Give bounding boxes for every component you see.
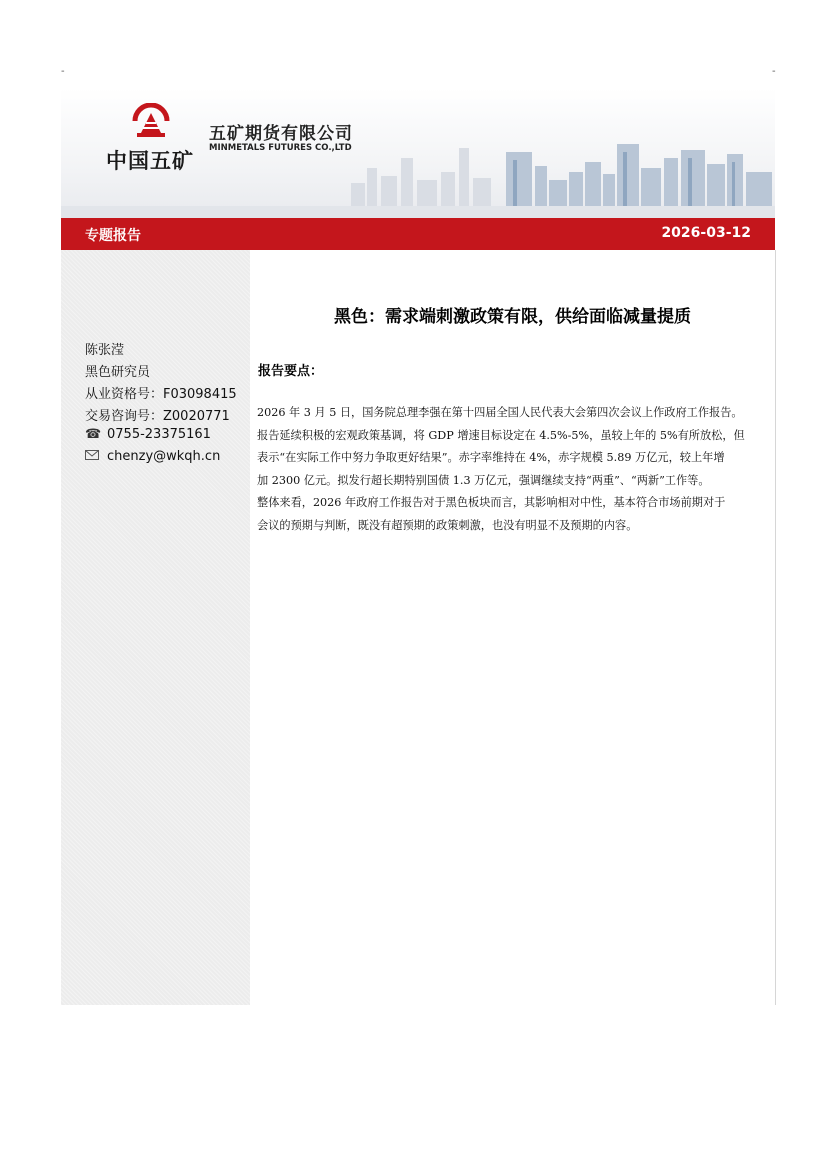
report-body xyxy=(250,250,776,1005)
report-title: 黑色：需求端刺激政策有限，供给面临减量提质 xyxy=(334,307,691,327)
analyst-phone xyxy=(85,427,211,442)
corner-mark-left: - xyxy=(61,66,65,77)
corner-mark-right: - xyxy=(772,66,776,77)
report-type-bar xyxy=(61,218,775,250)
brand-name-cn: 中国五矿 xyxy=(106,149,194,173)
report-header xyxy=(61,88,775,218)
analyst-email-address[interactable]: chenzy@wkqh.cn xyxy=(107,449,221,464)
company-name-en: MINMETALS FUTURES CO.,LTD xyxy=(209,143,352,153)
company-name-cn: 五矿期货有限公司 xyxy=(209,124,353,144)
report-type: 专题报告 xyxy=(85,228,141,244)
analyst-name: 陈张滢 xyxy=(85,343,125,358)
analyst-consulting-number: 交易咨询号：Z0020771 xyxy=(85,409,230,424)
analyst-email xyxy=(85,449,220,464)
envelope-icon xyxy=(85,449,101,464)
key-points-paragraph: 2026 年 3 月 5 日，国务院总理李强在第十四届全国人民代表大会第四次会议上作政府工作报告。 报告延续积极的宏观政策基调，将 GDP 增速目标设定在 4.5%-5%，虽较上年的 5%有所放松，但 表示“在实际工作中努力争取更好结果”。赤字率维持在 4%，赤字规模 5.89 万亿元，较上年增 加 2300 亿元。拟发行超长期特别国债 1.3 万亿元，强调继续支持“两重”、“两新”工作等。 整体来看，2026 年政府工作报告对于黑色板块而言，其影响相对中性，基本符合市场前期对于 会议的预期与判断，既没有超预期的政策刺激，也没有明显不及预期的内容。 xyxy=(257,406,745,532)
analyst-qualification: 从业资格号：F03098415 xyxy=(85,387,237,402)
phone-icon: ☎ xyxy=(85,427,102,442)
minmetals-logo xyxy=(131,103,171,143)
analyst-phone-number: 0755-23375161 xyxy=(107,427,211,442)
analyst-role: 黑色研究员 xyxy=(85,365,151,380)
analyst-sidebar xyxy=(61,250,250,1005)
section-heading-key-points: 报告要点： xyxy=(258,364,324,379)
report-date: 2026-03-12 xyxy=(661,225,751,241)
